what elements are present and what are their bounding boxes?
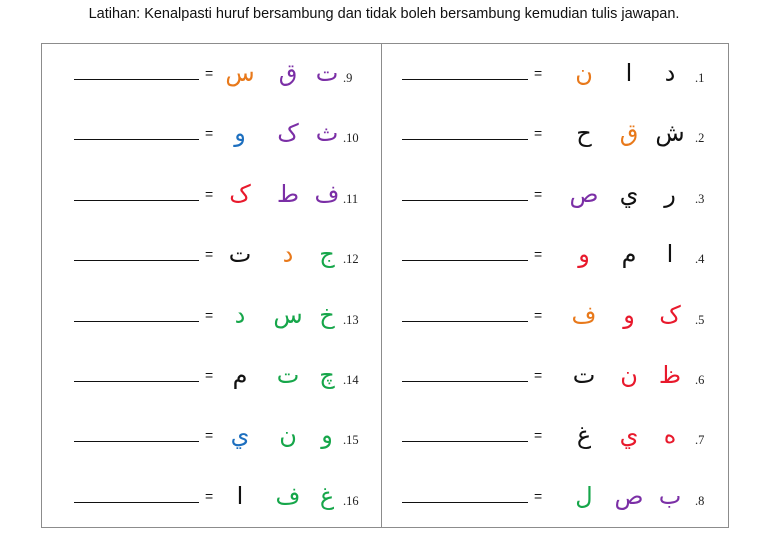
equals-sign: = xyxy=(205,488,214,504)
equals-sign: = xyxy=(534,488,543,504)
arabic-letter: ف xyxy=(314,180,340,208)
arabic-letter: م xyxy=(621,240,637,268)
arabic-letter: ب xyxy=(658,482,682,510)
exercise-row xyxy=(42,467,381,527)
arabic-letter: ي xyxy=(619,180,639,208)
arabic-letter: ح xyxy=(576,119,592,147)
item-number: .1 xyxy=(695,71,705,85)
arabic-letter: ا xyxy=(666,240,674,268)
arabic-letter: ي xyxy=(619,421,639,449)
arabic-letter: ت xyxy=(228,240,252,268)
answer-blank[interactable] xyxy=(402,139,528,140)
answer-blank[interactable] xyxy=(402,260,528,261)
item-number: .12 xyxy=(343,252,359,266)
arabic-letter: ج xyxy=(319,240,335,268)
arabic-letter: ن xyxy=(620,361,638,389)
item-number: .13 xyxy=(343,313,359,327)
arabic-letter: ن xyxy=(279,421,297,449)
item-number: .9 xyxy=(343,71,353,85)
answer-blank[interactable] xyxy=(74,260,199,261)
item-number: .11 xyxy=(343,192,359,206)
equals-sign: = xyxy=(534,186,543,202)
item-number: .4 xyxy=(695,252,705,266)
item-number: .15 xyxy=(343,433,359,447)
arabic-letter: م xyxy=(232,361,248,389)
arabic-letter: د xyxy=(234,301,246,329)
item-number: .3 xyxy=(695,192,705,206)
answer-blank[interactable] xyxy=(402,321,528,322)
exercise-row xyxy=(382,467,729,527)
equals-sign: = xyxy=(534,246,543,262)
equals-sign: = xyxy=(534,427,543,443)
exercise-row xyxy=(42,286,381,346)
arabic-letter: ک xyxy=(277,119,299,147)
right-column xyxy=(382,44,729,527)
arabic-letter: ص xyxy=(569,180,599,208)
arabic-letter: ي xyxy=(230,421,250,449)
answer-blank[interactable] xyxy=(74,321,199,322)
arabic-letter: ت xyxy=(572,361,596,389)
exercise-row xyxy=(42,165,381,225)
arabic-letter: س xyxy=(225,59,255,87)
answer-blank[interactable] xyxy=(74,502,199,503)
arabic-letter: د xyxy=(664,59,676,87)
answer-blank[interactable] xyxy=(402,502,528,503)
equals-sign: = xyxy=(205,125,214,141)
arabic-letter: ظ xyxy=(658,361,682,389)
arabic-letter: غ xyxy=(576,421,592,449)
answer-blank[interactable] xyxy=(74,381,199,382)
answer-blank[interactable] xyxy=(402,200,528,201)
arabic-letter: س xyxy=(273,301,303,329)
arabic-letter: و xyxy=(234,119,246,147)
exercise-row xyxy=(382,225,729,285)
item-number: .7 xyxy=(695,433,705,447)
arabic-letter: و xyxy=(578,240,590,268)
arabic-letter: ث xyxy=(315,119,339,147)
arabic-letter: ق xyxy=(619,119,639,147)
arabic-letter: ق xyxy=(278,59,298,87)
arabic-letter: و xyxy=(321,421,333,449)
arabic-letter: ه xyxy=(663,421,677,449)
equals-sign: = xyxy=(534,367,543,383)
answer-blank[interactable] xyxy=(74,79,199,80)
equals-sign: = xyxy=(205,307,214,323)
exercise-row xyxy=(42,225,381,285)
exercise-row xyxy=(382,346,729,406)
exercise-row xyxy=(42,104,381,164)
arabic-letter: ت xyxy=(276,361,300,389)
arabic-letter: ا xyxy=(625,59,633,87)
arabic-letter: ف xyxy=(275,482,301,510)
answer-blank[interactable] xyxy=(74,200,199,201)
equals-sign: = xyxy=(534,307,543,323)
arabic-letter: غ xyxy=(319,482,335,510)
answer-blank[interactable] xyxy=(402,79,528,80)
arabic-letter: ص xyxy=(614,482,644,510)
exercise-frame xyxy=(41,43,729,528)
item-number: .16 xyxy=(343,494,359,508)
item-number: .5 xyxy=(695,313,705,327)
item-number: .2 xyxy=(695,131,705,145)
item-number: .6 xyxy=(695,373,705,387)
item-number: .8 xyxy=(695,494,705,508)
exercise-row xyxy=(382,406,729,466)
item-number: .14 xyxy=(343,373,359,387)
exercise-row xyxy=(382,44,729,104)
arabic-letter: خ xyxy=(319,301,335,329)
item-number: .10 xyxy=(343,131,359,145)
equals-sign: = xyxy=(534,65,543,81)
worksheet-title: Latihan: Kenalpasti huruf bersambung dan tidak boleh bersambung kemudian tulis jawapan. xyxy=(88,6,680,22)
arabic-letter: چ xyxy=(319,361,335,389)
arabic-letter: ر xyxy=(664,180,676,208)
exercise-row xyxy=(382,104,729,164)
arabic-letter: ا xyxy=(236,482,244,510)
exercise-row xyxy=(382,286,729,346)
equals-sign: = xyxy=(205,367,214,383)
answer-blank[interactable] xyxy=(74,139,199,140)
equals-sign: = xyxy=(205,246,214,262)
arabic-letter: د xyxy=(282,240,294,268)
exercise-row xyxy=(42,406,381,466)
arabic-letter: ل xyxy=(575,482,593,510)
equals-sign: = xyxy=(534,125,543,141)
equals-sign: = xyxy=(205,427,214,443)
arabic-letter: ش xyxy=(655,119,685,147)
arabic-letter: ط xyxy=(276,180,300,208)
equals-sign: = xyxy=(205,186,214,202)
exercise-row xyxy=(42,44,381,104)
arabic-letter: ف xyxy=(571,301,597,329)
arabic-letter: و xyxy=(623,301,635,329)
arabic-letter: ت xyxy=(315,59,339,87)
arabic-letter: ن xyxy=(575,59,593,87)
exercise-row xyxy=(382,165,729,225)
left-column xyxy=(42,44,381,527)
answer-blank[interactable] xyxy=(402,441,528,442)
answer-blank[interactable] xyxy=(402,381,528,382)
equals-sign: = xyxy=(205,65,214,81)
arabic-letter: ک xyxy=(229,180,251,208)
arabic-letter: ک xyxy=(659,301,681,329)
answer-blank[interactable] xyxy=(74,441,199,442)
exercise-row xyxy=(42,346,381,406)
